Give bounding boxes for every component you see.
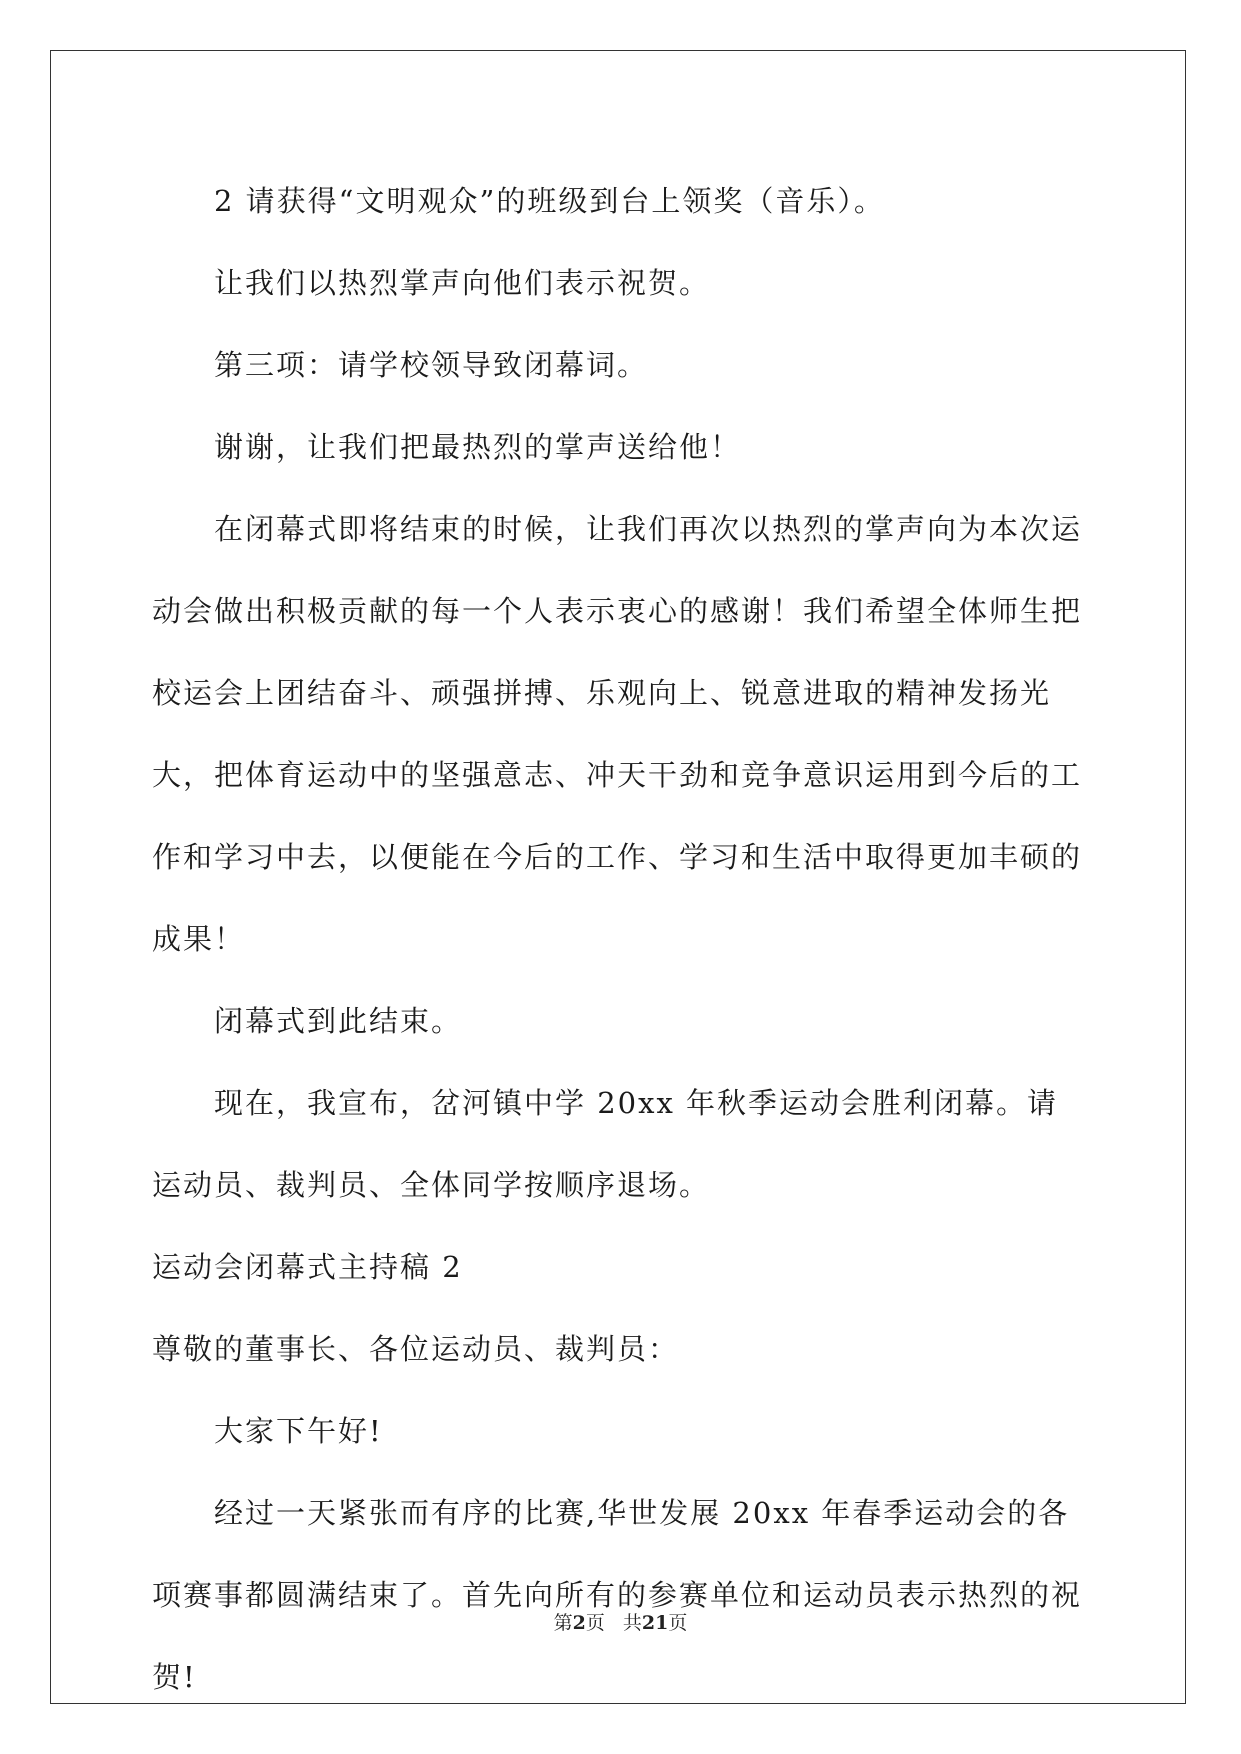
paragraph-summary: 经过一天紧张而有序的比赛,华世发展 20xx 年春季运动会的各项赛事都圆满结束了。首先向所有的参赛单位和运动员表示热烈的祝贺!: [152, 1496, 1083, 1694]
paragraph-announcement: 现在，我宣布，岔河镇中学 20xx 年秋季运动会胜利闭幕。请运动员、裁判员、全体同学按顺序退场。: [152, 1086, 1059, 1202]
footer-total-pages: 21: [641, 1612, 669, 1634]
paragraph-applause: 让我们以热烈掌声向他们表示祝贺。: [214, 266, 711, 300]
page-footer: [0, 1608, 1241, 1635]
paragraph-item-three: 第三项：请学校领导致闭幕词。: [214, 348, 649, 382]
paragraph-closing-remarks: 在闭幕式即将结束的时候，让我们再次以热烈的掌声向为本次运动会做出积极贡献的每一个人表示衷心的感谢！我们希望全体师生把校运会上团结奋斗、顽强拼搏、乐观向上、锐意进取的精神发扬光大，把体育运动中的坚强意志、冲天干劲和竞争意识运用到今后的工作和学习中去，以便能在今后的工作、学习和生活中取得更加丰硕的成果！: [152, 512, 1083, 956]
salutation: 尊敬的董事长、各位运动员、裁判员：: [152, 1332, 680, 1366]
section-title: 运动会闭幕式主持稿 2: [152, 1250, 463, 1284]
footer-current-page: 2: [572, 1612, 586, 1634]
document-body: [152, 160, 1087, 1718]
paragraph-award-civilized-audience: 2 请获得“文明观众”的班级到台上领奖（音乐）。: [214, 184, 885, 218]
footer-page-suffix: 页: [585, 1612, 605, 1634]
footer-total-prefix: 共: [622, 1612, 642, 1634]
paragraph-ceremony-end: 闭幕式到此结束。: [214, 1004, 463, 1038]
footer-total-suffix: 页: [668, 1612, 688, 1634]
footer-prefix: 第: [553, 1612, 573, 1634]
paragraph-thanks: 谢谢，让我们把最热烈的掌声送给他！: [214, 430, 742, 464]
paragraph-greeting: 大家下午好!: [214, 1414, 383, 1448]
